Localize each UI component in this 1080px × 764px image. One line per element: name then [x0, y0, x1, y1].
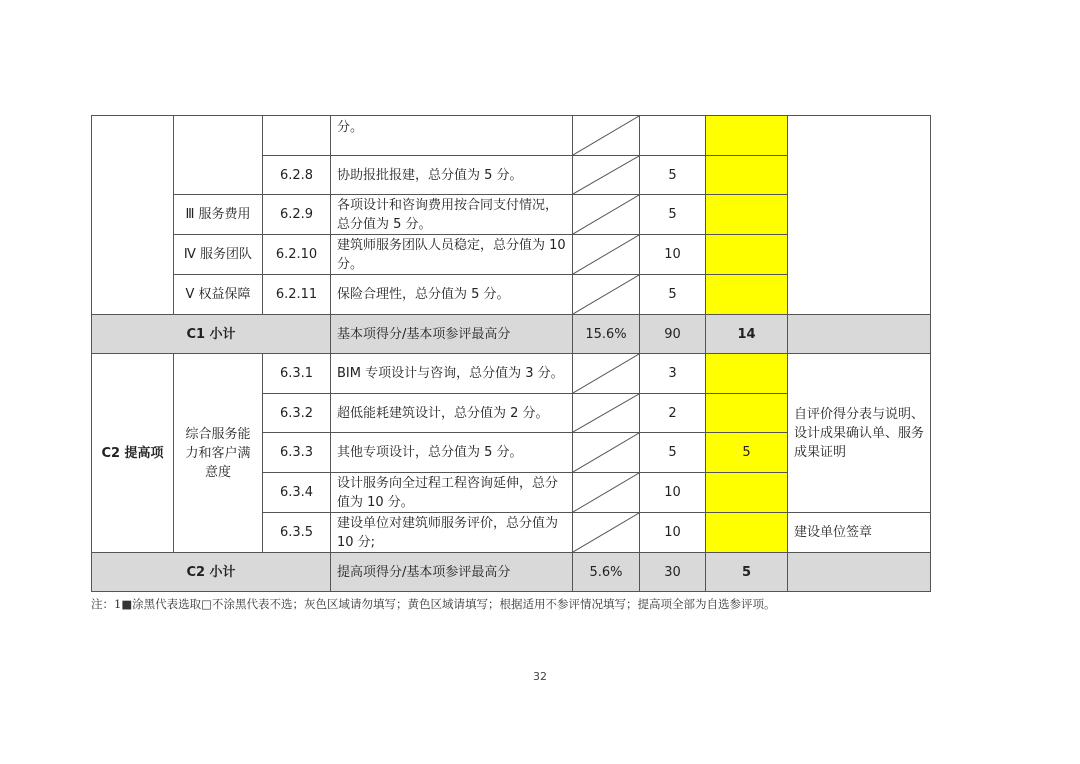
- self-score-input[interactable]: [706, 235, 788, 275]
- table-row: [92, 116, 931, 156]
- self-score-input[interactable]: [706, 513, 788, 553]
- self-score-input[interactable]: [706, 473, 788, 513]
- subcategory-cell: Ⅲ 服务费用: [174, 195, 263, 235]
- not-applicable-cell: [573, 116, 640, 156]
- self-score-input[interactable]: [706, 156, 788, 195]
- not-applicable-cell: [573, 156, 640, 195]
- description-cell: BIM 专项设计与咨询，总分值为 3 分。: [331, 354, 573, 394]
- self-score-input[interactable]: [706, 195, 788, 235]
- code-cell: 6.2.8: [263, 156, 331, 195]
- max-score-cell: 10: [640, 235, 706, 275]
- signature-cell: 建设单位签章: [788, 513, 931, 553]
- category-cell: C2 提高项: [92, 354, 174, 553]
- self-score-input[interactable]: [706, 394, 788, 433]
- subtotal-label: C2 小计: [92, 553, 331, 592]
- c1-subtotal-row: [92, 315, 931, 354]
- page-number: 32: [533, 670, 547, 683]
- max-score-cell: 10: [640, 473, 706, 513]
- evidence-cell: [788, 116, 931, 315]
- subtotal-evidence: [788, 315, 931, 354]
- max-score-cell: 5: [640, 433, 706, 473]
- subtotal-score: 14: [706, 315, 788, 354]
- subcategory-cell: Ⅴ 权益保障: [174, 275, 263, 315]
- evaluation-table: [91, 115, 931, 592]
- not-applicable-cell: [573, 394, 640, 433]
- table-row: [92, 354, 931, 394]
- footnote: 注：1■涂黑代表选取□不涂黑代表不选；灰色区域请勿填写；黄色区域请填写；根据适用不参评情况填写；提高项全部为自选参评项。: [91, 597, 776, 611]
- not-applicable-cell: [573, 473, 640, 513]
- evidence-cell: 自评价得分表与说明、设计成果确认单、服务成果证明: [788, 354, 931, 513]
- description-cell: 保险合理性，总分值为 5 分。: [331, 275, 573, 315]
- max-score-cell: 5: [640, 195, 706, 235]
- max-score-cell: [640, 116, 706, 156]
- subcategory-cell: 综合服务能力和客户满意度: [174, 354, 263, 553]
- description-cell: 设计服务向全过程工程咨询延伸，总分值为 10 分。: [331, 473, 573, 513]
- not-applicable-cell: [573, 513, 640, 553]
- subtotal-max: 90: [640, 315, 706, 354]
- description-cell: 建设单位对建筑师服务评价，总分值为 10 分;: [331, 513, 573, 553]
- description-cell: 各项设计和咨询费用按合同支付情况，总分值为 5 分。: [331, 195, 573, 235]
- subtotal-label: C1 小计: [92, 315, 331, 354]
- code-cell: 6.2.9: [263, 195, 331, 235]
- description-cell: 超低能耗建筑设计，总分值为 2 分。: [331, 394, 573, 433]
- code-cell: 6.3.4: [263, 473, 331, 513]
- c2-subtotal-row: [92, 553, 931, 592]
- subtotal-percent: 5.6%: [573, 553, 640, 592]
- max-score-cell: 5: [640, 275, 706, 315]
- max-score-cell: 5: [640, 156, 706, 195]
- subtotal-max: 30: [640, 553, 706, 592]
- not-applicable-cell: [573, 433, 640, 473]
- description-cell: 建筑师服务团队人员稳定，总分值为 10 分。: [331, 235, 573, 275]
- subtotal-percent: 15.6%: [573, 315, 640, 354]
- code-cell: 6.3.1: [263, 354, 331, 394]
- self-score-input[interactable]: [706, 354, 788, 394]
- code-cell: 6.3.3: [263, 433, 331, 473]
- max-score-cell: 2: [640, 394, 706, 433]
- not-applicable-cell: [573, 354, 640, 394]
- max-score-cell: 3: [640, 354, 706, 394]
- self-score-input[interactable]: [706, 275, 788, 315]
- self-score-input[interactable]: [706, 116, 788, 156]
- subtotal-score: 5: [706, 553, 788, 592]
- not-applicable-cell: [573, 235, 640, 275]
- subtotal-description: 基本项得分/基本项参评最高分: [331, 315, 573, 354]
- code-cell: [263, 116, 331, 156]
- max-score-cell: 10: [640, 513, 706, 553]
- code-cell: 6.3.2: [263, 394, 331, 433]
- subtotal-evidence: [788, 553, 931, 592]
- code-cell: 6.2.10: [263, 235, 331, 275]
- description-cell: 分。: [331, 116, 573, 156]
- description-cell: 其他专项设计，总分值为 5 分。: [331, 433, 573, 473]
- category-cell: [92, 116, 174, 315]
- self-score-input[interactable]: 5: [706, 433, 788, 473]
- code-cell: 6.2.11: [263, 275, 331, 315]
- description-cell: 协助报批报建，总分值为 5 分。: [331, 156, 573, 195]
- subcategory-cell: [174, 116, 263, 195]
- not-applicable-cell: [573, 195, 640, 235]
- not-applicable-cell: [573, 275, 640, 315]
- subcategory-cell: Ⅳ 服务团队: [174, 235, 263, 275]
- subtotal-description: 提高项得分/基本项参评最高分: [331, 553, 573, 592]
- code-cell: 6.3.5: [263, 513, 331, 553]
